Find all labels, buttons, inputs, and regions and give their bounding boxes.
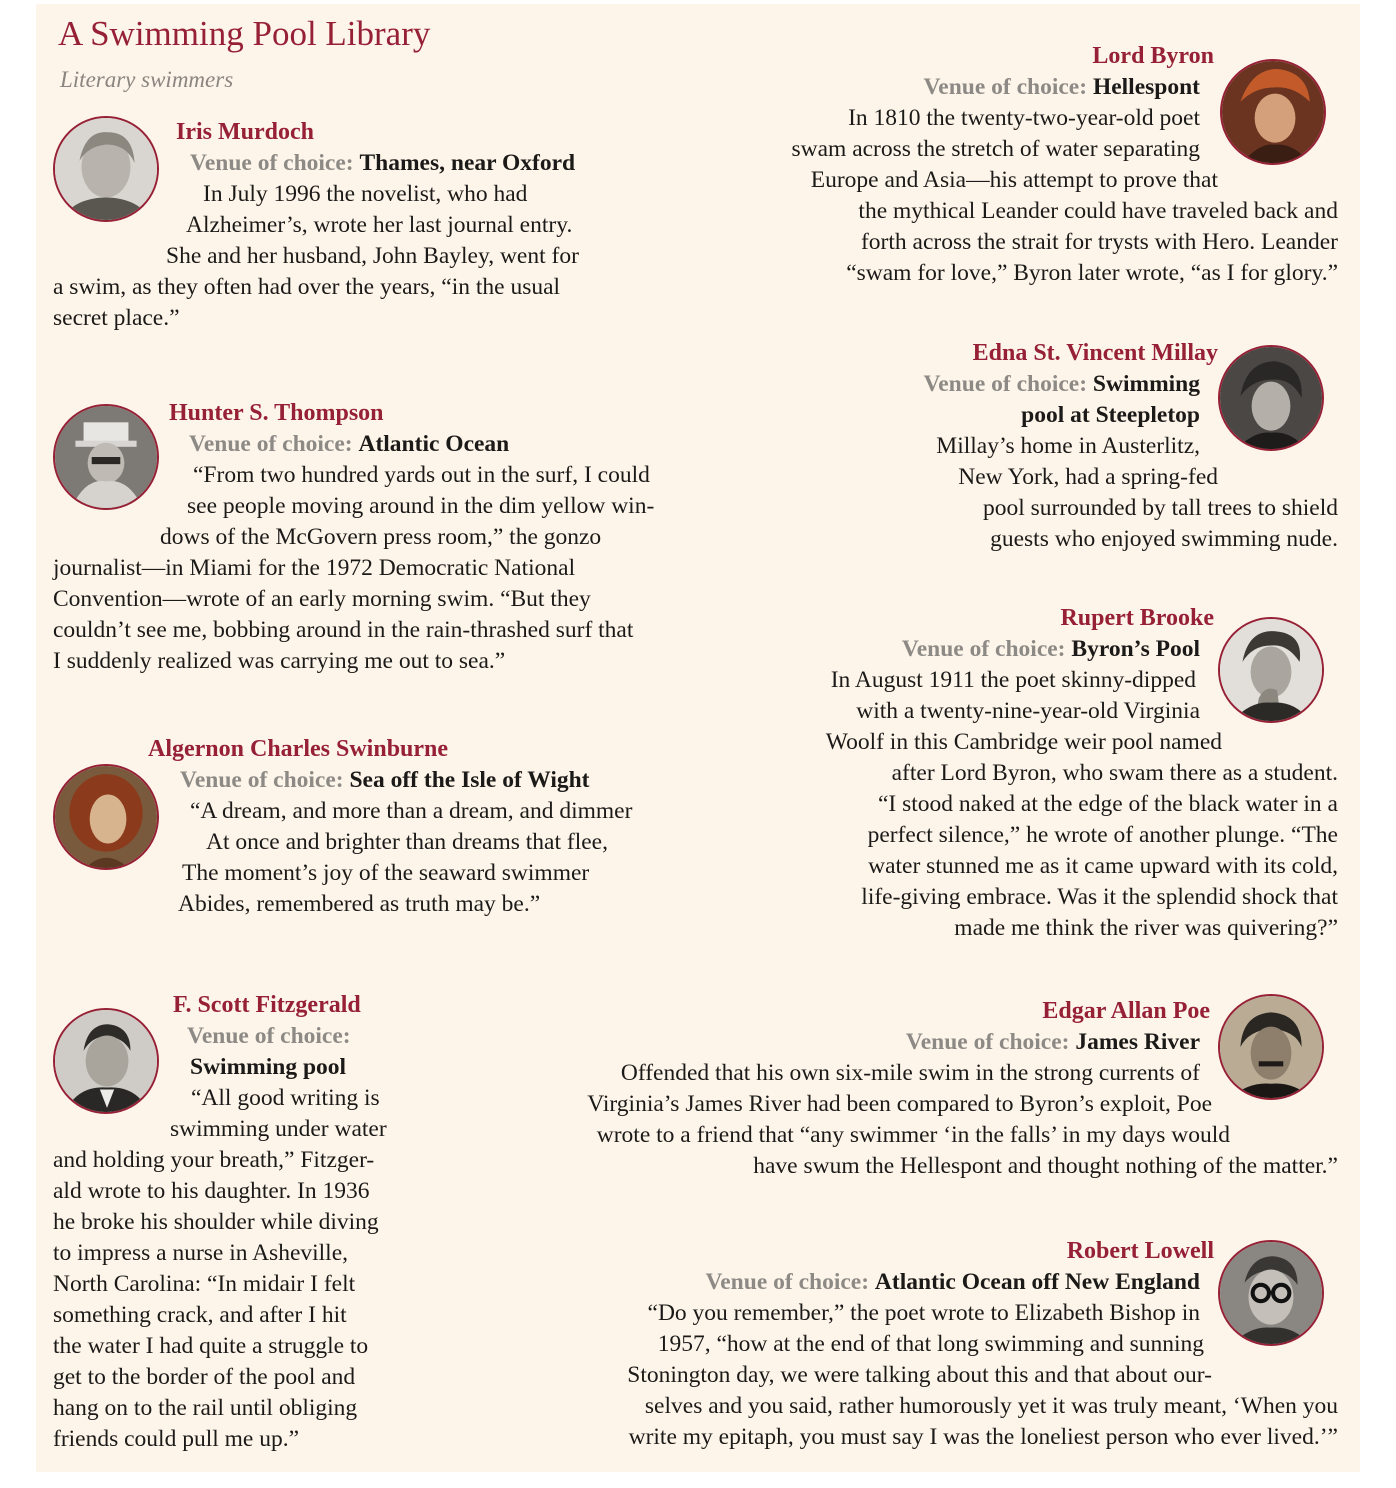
body-line: 1957, “how at the end of that long swimming and sunning: [657, 1331, 1204, 1357]
body-line: Abides, remembered as truth may be.”: [178, 891, 541, 917]
body-line: dows of the McGovern press room,” the gonzo: [160, 524, 602, 550]
venue-label: Venue of choice:: [923, 371, 1088, 397]
venue-value: James River: [1075, 1029, 1200, 1055]
portrait-fitzgerald: [53, 1008, 159, 1114]
portrait-icon: [1220, 347, 1322, 449]
portrait-icon: [55, 1010, 157, 1112]
venue-line: [190, 148, 575, 179]
venue-value: Atlantic Ocean: [358, 431, 510, 457]
swimmer-name: Robert Lowell: [1066, 1238, 1214, 1264]
body-line: perfect silence,” he wrote of another plunge. “The: [867, 822, 1338, 848]
body-line: She and her husband, John Bayley, went for: [166, 243, 579, 269]
body-line: made me think the river was quivering?”: [954, 915, 1338, 941]
body-line: North Carolina: “In midair I felt: [53, 1271, 356, 1297]
body-line: and holding your breath,” Fitzger-: [53, 1147, 375, 1173]
venue-line: [1021, 400, 1200, 431]
portrait-icon: [1222, 61, 1324, 163]
body-line: after Lord Byron, who swam there as a student.: [891, 760, 1338, 786]
portrait-edna-millay: [1218, 345, 1324, 451]
portrait-edgar-allan-poe: [1218, 994, 1324, 1100]
body-line: water stunned me as it came upward with its cold,: [868, 853, 1338, 879]
body-line: In July 1996 the novelist, who had: [203, 181, 528, 207]
body-line: The moment’s joy of the seaward swimmer: [182, 860, 590, 886]
body-line: In August 1911 the poet skinny-dipped: [830, 667, 1196, 693]
body-line: see people moving around in the dim yellow win-: [187, 493, 655, 519]
body-line: with a twenty-nine-year-old Virginia: [856, 698, 1200, 724]
venue-label: Venue of choice:: [187, 1023, 351, 1049]
venue-line: [180, 765, 590, 796]
swimmer-name: Iris Murdoch: [176, 119, 314, 145]
portrait-rupert-brooke: [1218, 617, 1324, 723]
body-line: life-giving embrace. Was it the splendid shock that: [861, 884, 1338, 910]
portrait-icon: [1220, 619, 1322, 721]
body-line: Stonington day, we were talking about this and that about our-: [627, 1362, 1212, 1388]
venue-line: [923, 369, 1200, 400]
venue-label: Venue of choice:: [705, 1269, 870, 1295]
venue-line: [189, 429, 509, 460]
body-line: guests who enjoyed swimming nude.: [990, 526, 1338, 552]
page-title: A Swimming Pool Library: [58, 14, 431, 53]
portrait-icon: [55, 118, 157, 220]
portrait-hunter-thompson: [53, 404, 159, 510]
venue-label: Venue of choice:: [189, 431, 353, 457]
venue-value: Atlantic Ocean off New England: [874, 1269, 1200, 1295]
body-line: a swim, as they often had over the years, “in the usual: [53, 274, 561, 300]
venue-value: Byron’s Pool: [1071, 636, 1200, 662]
body-line: have swum the Hellespont and thought nothing of the matter.”: [753, 1153, 1338, 1179]
venue-line: [923, 72, 1200, 103]
portrait-icon: [55, 406, 157, 508]
body-line: get to the border of the pool and: [53, 1364, 356, 1390]
body-line: Europe and Asia—his attempt to prove that: [810, 167, 1218, 193]
venue-label: Venue of choice:: [923, 74, 1088, 100]
body-line: ald wrote to his daughter. In 1936: [53, 1178, 370, 1204]
body-line: “swam for love,” Byron later wrote, “as I for glory.”: [846, 260, 1338, 286]
portrait-iris-murdoch: [53, 116, 159, 222]
venue-value: Thames, near Oxford: [359, 150, 576, 176]
body-line: couldn’t see me, bobbing around in the rain-thrashed surf that: [53, 617, 634, 643]
body-line: New York, had a spring-fed: [958, 464, 1218, 490]
portrait-swinburne: [53, 764, 159, 870]
venue-label: Venue of choice:: [180, 767, 344, 793]
portrait-robert-lowell: [1218, 1240, 1324, 1346]
body-line: Offended that his own six-mile swim in the strong currents of: [620, 1060, 1200, 1086]
swimmer-name: Edgar Allan Poe: [1042, 998, 1210, 1024]
venue-line: [906, 1027, 1200, 1058]
venue-value: pool at Steepletop: [1021, 402, 1200, 428]
body-line: swam across the stretch of water separating: [791, 136, 1200, 162]
venue-line: [190, 1052, 346, 1083]
body-line: secret place.”: [53, 305, 180, 331]
body-line: Virginia’s James River had been compared to Byron’s exploit, Poe: [587, 1091, 1212, 1117]
swimmer-name: Lord Byron: [1092, 43, 1214, 69]
venue-value: Swimming pool: [190, 1054, 347, 1080]
swimmer-name: Rupert Brooke: [1060, 605, 1214, 631]
body-line: “From two hundred yards out in the surf, I could: [193, 462, 650, 488]
body-line: something crack, and after I hit: [53, 1302, 347, 1328]
body-line: Woolf in this Cambridge weir pool named: [825, 729, 1222, 755]
venue-label: Venue of choice:: [905, 1029, 1070, 1055]
venue-label: Venue of choice:: [190, 150, 354, 176]
venue-line: [902, 634, 1200, 665]
swimmer-name: Edna St. Vincent Millay: [972, 340, 1218, 366]
swimmer-name: Algernon Charles Swinburne: [148, 736, 449, 762]
venue-value: Hellespont: [1092, 74, 1200, 100]
swimmer-name: F. Scott Fitzgerald: [173, 992, 361, 1018]
venue-value: Sea off the Isle of Wight: [349, 767, 590, 793]
body-line: “I stood naked at the edge of the black water in a: [877, 791, 1338, 817]
body-line: In 1810 the twenty-two-year-old poet: [848, 105, 1200, 131]
body-line: I suddenly realized was carrying me out to sea.”: [53, 648, 506, 674]
body-line: forth across the strait for trysts with Hero. Leander: [860, 229, 1338, 255]
venue-label: Venue of choice:: [901, 636, 1066, 662]
body-line: hang on to the rail until obliging: [53, 1395, 358, 1421]
venue-value: Swimming: [1092, 371, 1200, 397]
body-line: pool surrounded by tall trees to shield: [982, 495, 1338, 521]
body-line: the water I had quite a struggle to: [53, 1333, 369, 1359]
body-line: selves and you said, rather humorously yet it was truly meant, ‘When you: [644, 1393, 1338, 1419]
body-line: “A dream, and more than a dream, and dimmer: [190, 798, 633, 824]
portrait-icon: [1220, 1242, 1322, 1344]
body-line: wrote to a friend that “any swimmer ‘in the falls’ in my days would: [596, 1122, 1230, 1148]
body-line: write my epitaph, you must say I was the loneliest person who ever lived.’”: [628, 1424, 1338, 1450]
portrait-icon: [55, 766, 157, 868]
venue-line: [187, 1021, 351, 1052]
venue-line: [705, 1267, 1200, 1298]
body-line: swimming under water: [170, 1116, 387, 1142]
body-line: At once and brighter than dreams that flee,: [206, 829, 608, 855]
body-line: “Do you remember,” the poet wrote to Elizabeth Bishop in: [647, 1300, 1200, 1326]
body-line: Millay’s home in Austerlitz,: [936, 433, 1200, 459]
portrait-lord-byron: [1220, 59, 1326, 165]
body-line: journalist—in Miami for the 1972 Democratic National: [53, 555, 576, 581]
body-line: to impress a nurse in Asheville,: [53, 1240, 349, 1266]
body-line: “All good writing is: [191, 1085, 380, 1111]
body-line: Convention—wrote of an early morning swim. “But they: [53, 586, 591, 612]
body-line: he broke his shoulder while diving: [53, 1209, 379, 1235]
swimmer-name: Hunter S. Thompson: [169, 400, 384, 426]
body-line: friends could pull me up.”: [53, 1426, 300, 1452]
page-subtitle: Literary swimmers: [60, 67, 234, 92]
body-line: Alzheimer’s, wrote her last journal entry.: [186, 212, 573, 238]
body-line: the mythical Leander could have traveled back and: [858, 198, 1338, 224]
portrait-icon: [1220, 996, 1322, 1098]
